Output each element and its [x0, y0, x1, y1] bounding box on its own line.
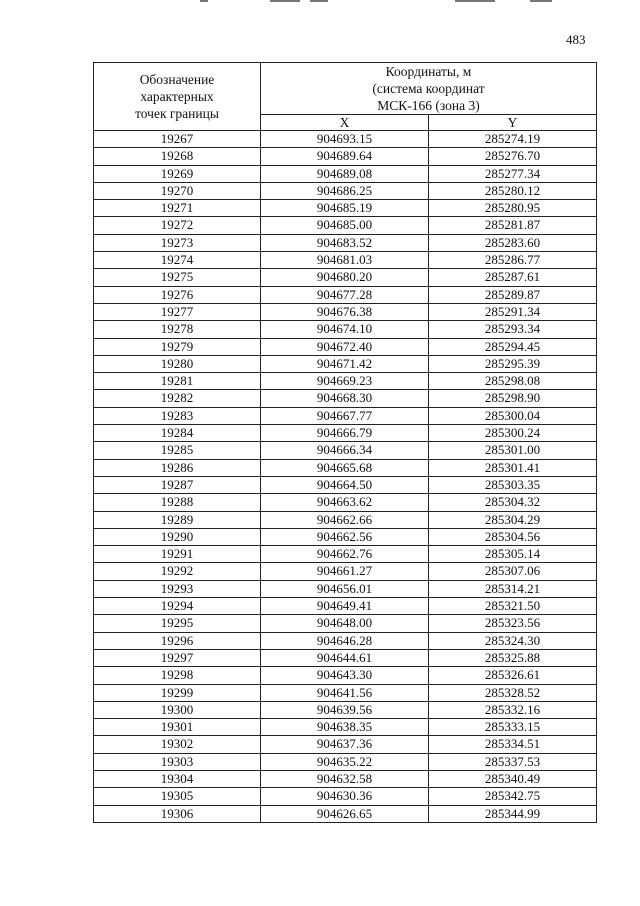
x-cell: 904668.30 — [261, 390, 429, 407]
point-id-cell: 19267 — [94, 131, 261, 148]
table-row — [94, 442, 597, 459]
table-row — [94, 511, 597, 528]
table-row — [94, 476, 597, 493]
table-row — [94, 805, 597, 822]
header-designation: Обозначение характерных точек границы — [94, 63, 261, 131]
table-row — [94, 355, 597, 372]
y-cell: 285287.61 — [429, 269, 597, 286]
table-row — [94, 632, 597, 649]
table-row — [94, 528, 597, 545]
y-cell: 285280.95 — [429, 200, 597, 217]
point-id-cell: 19282 — [94, 390, 261, 407]
y-cell: 285295.39 — [429, 355, 597, 372]
point-id-cell: 19306 — [94, 805, 261, 822]
x-cell: 904686.25 — [261, 182, 429, 199]
x-cell: 904649.41 — [261, 598, 429, 615]
y-cell: 285304.56 — [429, 528, 597, 545]
point-id-cell: 19288 — [94, 494, 261, 511]
x-cell: 904656.01 — [261, 580, 429, 597]
table-row — [94, 286, 597, 303]
point-id-cell: 19271 — [94, 200, 261, 217]
y-cell: 285298.08 — [429, 373, 597, 390]
y-cell: 285301.00 — [429, 442, 597, 459]
point-id-cell: 19295 — [94, 615, 261, 632]
x-cell: 904667.77 — [261, 407, 429, 424]
y-cell: 285293.34 — [429, 321, 597, 338]
point-id-cell: 19297 — [94, 649, 261, 666]
point-id-cell: 19302 — [94, 736, 261, 753]
y-cell: 285294.45 — [429, 338, 597, 355]
y-cell: 285280.12 — [429, 182, 597, 199]
table-row — [94, 165, 597, 182]
x-cell: 904677.28 — [261, 286, 429, 303]
table-row — [94, 390, 597, 407]
point-id-cell: 19301 — [94, 719, 261, 736]
point-id-cell: 19277 — [94, 303, 261, 320]
y-cell: 285321.50 — [429, 598, 597, 615]
point-id-cell: 19291 — [94, 546, 261, 563]
point-id-cell: 19298 — [94, 667, 261, 684]
point-id-cell: 19276 — [94, 286, 261, 303]
point-id-cell: 19289 — [94, 511, 261, 528]
point-id-cell: 19280 — [94, 355, 261, 372]
x-cell: 904674.10 — [261, 321, 429, 338]
table-row — [94, 753, 597, 770]
point-id-cell: 19275 — [94, 269, 261, 286]
x-cell: 904665.68 — [261, 459, 429, 476]
point-id-cell: 19296 — [94, 632, 261, 649]
y-cell: 285277.34 — [429, 165, 597, 182]
y-cell: 285304.29 — [429, 511, 597, 528]
x-cell: 904626.65 — [261, 805, 429, 822]
y-cell: 285344.99 — [429, 805, 597, 822]
point-id-cell: 19272 — [94, 217, 261, 234]
y-cell: 285303.35 — [429, 476, 597, 493]
y-cell: 285314.21 — [429, 580, 597, 597]
x-cell: 904635.22 — [261, 753, 429, 770]
point-id-cell: 19294 — [94, 598, 261, 615]
x-cell: 904669.23 — [261, 373, 429, 390]
point-id-cell: 19279 — [94, 338, 261, 355]
point-id-cell: 19273 — [94, 234, 261, 251]
x-cell: 904632.58 — [261, 770, 429, 787]
table-row — [94, 736, 597, 753]
y-cell: 285300.24 — [429, 425, 597, 442]
table-row — [94, 649, 597, 666]
y-cell: 285283.60 — [429, 234, 597, 251]
table-row — [94, 494, 597, 511]
table-row — [94, 252, 597, 269]
y-cell: 285342.75 — [429, 788, 597, 805]
x-cell: 904683.52 — [261, 234, 429, 251]
y-cell: 285276.70 — [429, 148, 597, 165]
table-row — [94, 131, 597, 148]
x-cell: 904663.62 — [261, 494, 429, 511]
x-cell: 904630.36 — [261, 788, 429, 805]
table-row — [94, 684, 597, 701]
y-cell: 285305.14 — [429, 546, 597, 563]
y-cell: 285281.87 — [429, 217, 597, 234]
point-id-cell: 19274 — [94, 252, 261, 269]
y-cell: 285326.61 — [429, 667, 597, 684]
point-id-cell: 19285 — [94, 442, 261, 459]
y-cell: 285333.15 — [429, 719, 597, 736]
y-cell: 285274.19 — [429, 131, 597, 148]
y-cell: 285323.56 — [429, 615, 597, 632]
x-cell: 904693.15 — [261, 131, 429, 148]
header-y: Y — [429, 115, 597, 131]
y-cell: 285332.16 — [429, 701, 597, 718]
point-id-cell: 19278 — [94, 321, 261, 338]
table-row — [94, 667, 597, 684]
x-cell: 904685.19 — [261, 200, 429, 217]
table-row — [94, 719, 597, 736]
point-id-cell: 19268 — [94, 148, 261, 165]
point-id-cell: 19292 — [94, 563, 261, 580]
x-cell: 904638.35 — [261, 719, 429, 736]
x-cell: 904685.00 — [261, 217, 429, 234]
table-row — [94, 217, 597, 234]
point-id-cell: 19305 — [94, 788, 261, 805]
x-cell: 904644.61 — [261, 649, 429, 666]
table-row — [94, 615, 597, 632]
y-cell: 285300.04 — [429, 407, 597, 424]
point-id-cell: 19286 — [94, 459, 261, 476]
x-cell: 904671.42 — [261, 355, 429, 372]
scan-top-marks — [200, 0, 580, 3]
point-id-cell: 19299 — [94, 684, 261, 701]
y-cell: 285307.06 — [429, 563, 597, 580]
x-cell: 904643.30 — [261, 667, 429, 684]
table-row — [94, 701, 597, 718]
coordinates-table — [93, 62, 597, 823]
point-id-cell: 19293 — [94, 580, 261, 597]
y-cell: 285324.30 — [429, 632, 597, 649]
header-x: X — [261, 115, 429, 131]
x-cell: 904661.27 — [261, 563, 429, 580]
y-cell: 285337.53 — [429, 753, 597, 770]
y-cell: 285298.90 — [429, 390, 597, 407]
table-row — [94, 459, 597, 476]
x-cell: 904637.36 — [261, 736, 429, 753]
y-cell: 285328.52 — [429, 684, 597, 701]
table-row — [94, 148, 597, 165]
point-id-cell: 19300 — [94, 701, 261, 718]
table-row — [94, 303, 597, 320]
x-cell: 904680.20 — [261, 269, 429, 286]
y-cell: 285289.87 — [429, 286, 597, 303]
y-cell: 285291.34 — [429, 303, 597, 320]
y-cell: 285340.49 — [429, 770, 597, 787]
x-cell: 904689.64 — [261, 148, 429, 165]
x-cell: 904676.38 — [261, 303, 429, 320]
y-cell: 285334.51 — [429, 736, 597, 753]
table-row — [94, 407, 597, 424]
x-cell: 904666.79 — [261, 425, 429, 442]
x-cell: 904662.56 — [261, 528, 429, 545]
y-cell: 285304.32 — [429, 494, 597, 511]
y-cell: 285325.88 — [429, 649, 597, 666]
point-id-cell: 19304 — [94, 770, 261, 787]
x-cell: 904689.08 — [261, 165, 429, 182]
x-cell: 904639.56 — [261, 701, 429, 718]
point-id-cell: 19303 — [94, 753, 261, 770]
x-cell: 904641.56 — [261, 684, 429, 701]
point-id-cell: 19290 — [94, 528, 261, 545]
point-id-cell: 19269 — [94, 165, 261, 182]
x-cell: 904664.50 — [261, 476, 429, 493]
x-cell: 904648.00 — [261, 615, 429, 632]
table-row — [94, 373, 597, 390]
table-row — [94, 580, 597, 597]
table-row — [94, 338, 597, 355]
x-cell: 904662.76 — [261, 546, 429, 563]
x-cell: 904672.40 — [261, 338, 429, 355]
table-row — [94, 321, 597, 338]
y-cell: 285286.77 — [429, 252, 597, 269]
table-row — [94, 563, 597, 580]
x-cell: 904666.34 — [261, 442, 429, 459]
table-row — [94, 269, 597, 286]
table-row — [94, 182, 597, 199]
table-row — [94, 200, 597, 217]
point-id-cell: 19270 — [94, 182, 261, 199]
table-row — [94, 788, 597, 805]
table-row — [94, 598, 597, 615]
table-body — [94, 131, 597, 823]
x-cell: 904662.66 — [261, 511, 429, 528]
point-id-cell: 19287 — [94, 476, 261, 493]
page-number: 483 — [566, 32, 586, 47]
x-cell: 904646.28 — [261, 632, 429, 649]
y-cell: 285301.41 — [429, 459, 597, 476]
x-cell: 904681.03 — [261, 252, 429, 269]
point-id-cell: 19281 — [94, 373, 261, 390]
table-row — [94, 770, 597, 787]
table-row — [94, 234, 597, 251]
header-coordinates: Координаты, м (система координат МСК-166 (зона 3) — [261, 63, 597, 115]
point-id-cell: 19283 — [94, 407, 261, 424]
table-row — [94, 546, 597, 563]
point-id-cell: 19284 — [94, 425, 261, 442]
table-header — [94, 63, 597, 131]
table-row — [94, 425, 597, 442]
